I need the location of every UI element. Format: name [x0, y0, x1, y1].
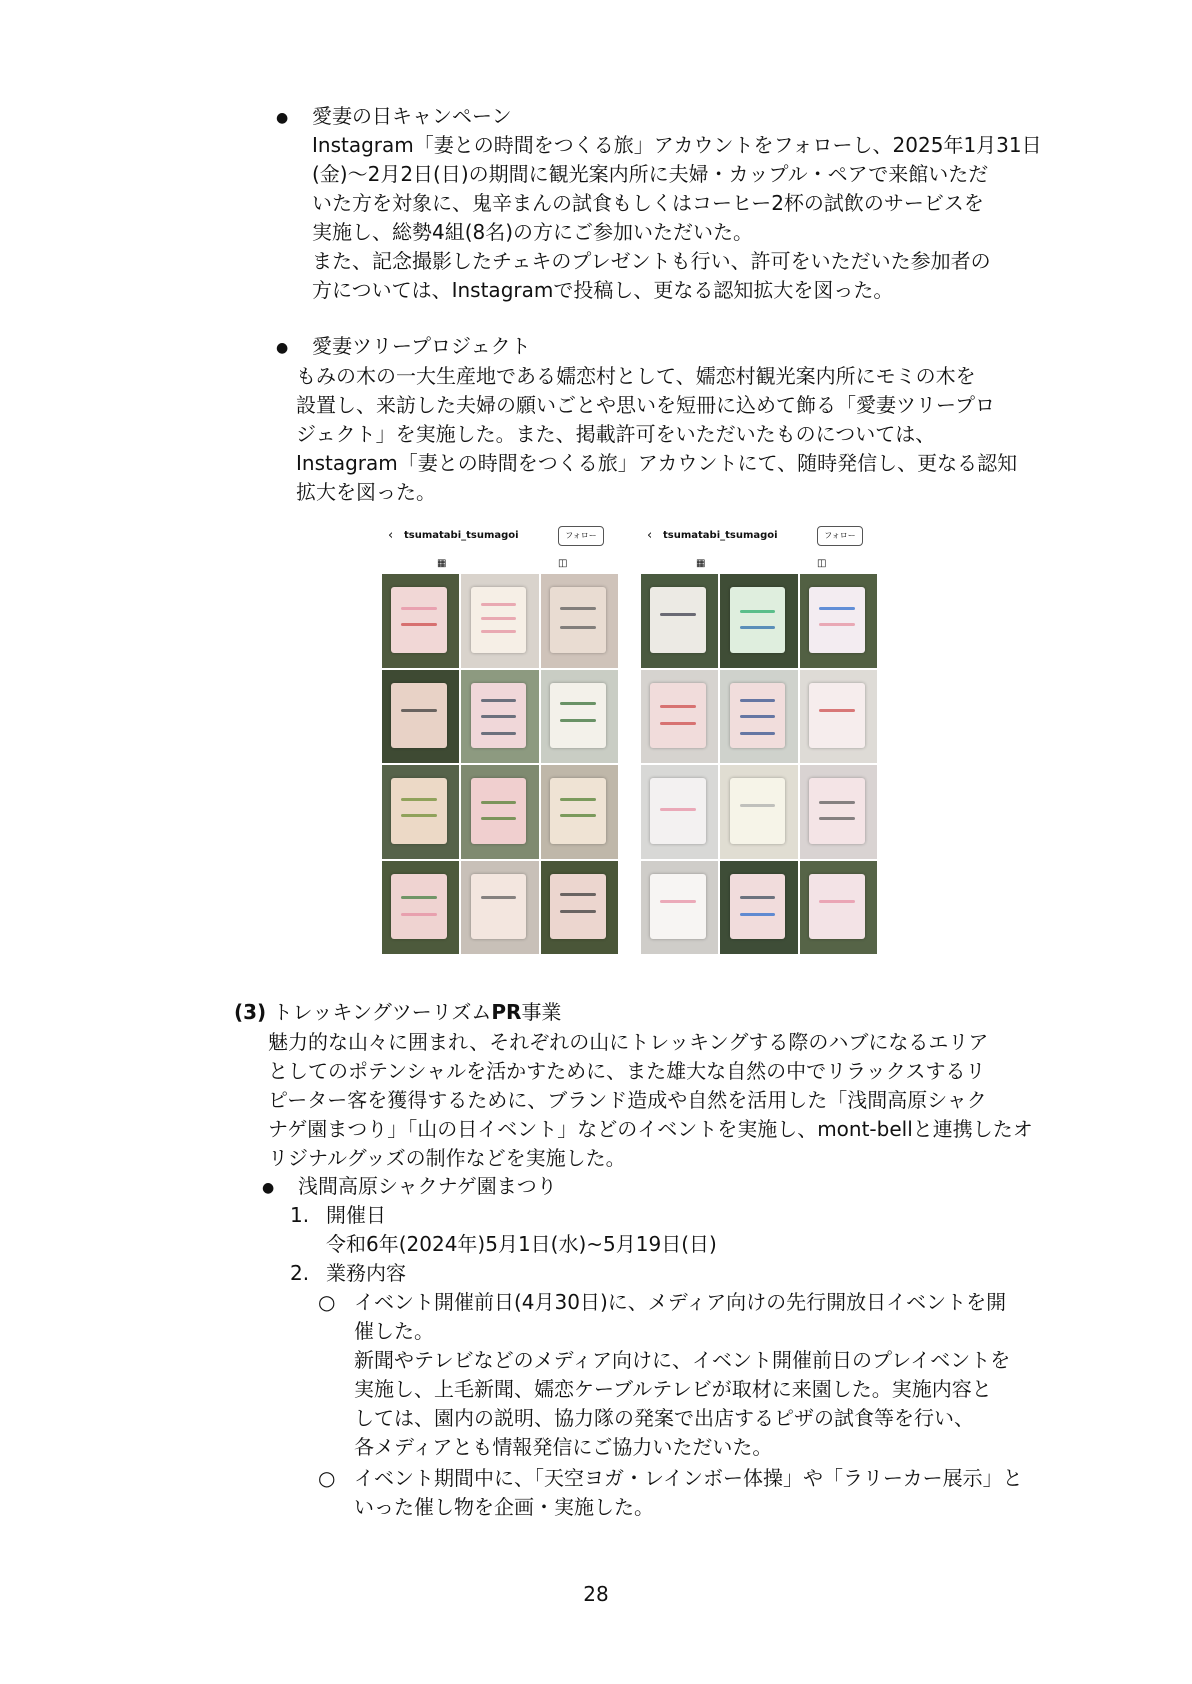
text-line: Instagram「妻との時間をつくる旅」アカウントをフォローし、2025年1月31日 [312, 133, 1042, 157]
text-line: 新聞やテレビなどのメディア向けに、イベント開催前日のプレイベントを [354, 1348, 1011, 1372]
sub-item-1 [354, 1288, 1010, 1462]
item1-value: 令和6年(2024年)5月1日(水)~5月19日(日) [326, 1232, 717, 1256]
text-line: 設置し、来訪した夫婦の願いごとや思いを短冊に込めて飾る「愛妻ツリープロ [296, 393, 995, 417]
wish-card-photo [541, 765, 618, 859]
profile-header [641, 524, 877, 552]
bullet-dot: ● [276, 340, 289, 356]
text-line: Instagram「妻との時間をつくる旅」アカウントにて、随時発信し、更なる認知 [296, 451, 1018, 475]
text-line: ピーター客を獲得するために、ブランド造成や自然を活用した「浅間高原シャク [268, 1088, 987, 1112]
campaign1-title: 愛妻の日キャンペーン [312, 104, 512, 128]
page-number: 28 [583, 1582, 609, 1606]
text-line: 方については、Instagramで投稿し、更なる認知拡大を図った。 [312, 278, 894, 302]
instagram-screenshot-left [382, 524, 618, 954]
circle-bullet: ○ [318, 1290, 336, 1314]
event-title: 浅間高原シャクナゲ園まつり [298, 1174, 557, 1198]
wish-card-photo [720, 861, 797, 955]
tagged-icon: ◫ [817, 558, 827, 569]
section-title-post: 事業 [521, 1000, 562, 1024]
text-line: としてのポテンシャルを活かすために、また雄大な自然の中でリラックスするリ [268, 1059, 986, 1083]
campaign2-body [296, 362, 1017, 507]
bullet-dot: ● [276, 110, 289, 126]
wish-card-photo [541, 861, 618, 955]
section-title-pre: トレッキングツーリズム [272, 1000, 492, 1024]
wish-card-photo [382, 861, 459, 955]
photo-grid [641, 574, 877, 954]
text-line: 実施し、上毛新聞、嬬恋ケーブルテレビが取材に来園した。実施内容と [354, 1377, 992, 1401]
wish-card-photo [541, 574, 618, 668]
bullet-dot: ● [262, 1180, 275, 1196]
text-line: リジナルグッズの制作などを実施した。 [268, 1146, 626, 1170]
text-line: いた方を対象に、鬼辛まんの試食もしくはコーヒー2杯の試飲のサービスを [312, 191, 984, 215]
grid-view-icon: ▦ [437, 558, 447, 569]
wish-card-photo [800, 574, 877, 668]
wish-card-photo [382, 765, 459, 859]
wish-card-photo [461, 574, 538, 668]
wish-card-photo [641, 765, 718, 859]
wish-card-photo [800, 861, 877, 955]
wish-card-photo [641, 670, 718, 764]
wish-card-photo [461, 670, 538, 764]
account-handle: tsumatabi_tsumagoi [663, 530, 778, 541]
text-line: しては、園内の説明、協力隊の発案で出店するピザの試食等を行い、 [354, 1406, 974, 1430]
wish-card-photo [382, 574, 459, 668]
text-line: (金)～2月2日(日)の期間に観光案内所に夫婦・カップル・ペアで来館いただ [312, 162, 989, 186]
back-arrow-icon: ‹ [388, 528, 394, 543]
section-number: (3) [234, 1000, 267, 1024]
text-line: もみの木の一大生産地である嬬恋村として、嬬恋村観光案内所にモミの木を [296, 364, 976, 388]
wish-card-photo [461, 765, 538, 859]
photo-grid [382, 574, 618, 954]
section-heading [234, 998, 561, 1027]
wish-card-photo [461, 861, 538, 955]
grid-view-icon: ▦ [696, 558, 706, 569]
sub-item-2 [354, 1464, 1023, 1522]
wish-card-photo [382, 670, 459, 764]
text-line: また、記念撮影したチェキのプレゼントも行い、許可をいただいた参加者の [312, 249, 991, 273]
section3-body [268, 1028, 1033, 1173]
text-line: 拡大を図った。 [296, 480, 436, 504]
instagram-screenshot-right [641, 524, 877, 954]
profile-header [382, 524, 618, 552]
text-line: ジェクト」を実施した。また、掲載許可をいただいたものについては、 [296, 422, 936, 446]
section-title-bold: PR [491, 1000, 522, 1024]
wish-card-photo [641, 574, 718, 668]
item1-title: 開催日 [326, 1203, 386, 1227]
wish-card-photo [720, 765, 797, 859]
campaign1-body [312, 131, 1042, 305]
wish-card-photo [720, 670, 797, 764]
text-line: いった催し物を企画・実施した。 [354, 1495, 654, 1519]
account-handle: tsumatabi_tsumagoi [404, 530, 519, 541]
text-line: 各メディアとも情報発信にご協力いただいた。 [354, 1435, 773, 1459]
text-line: イベント開催前日(4月30日)に、メディア向けの先行開放日イベントを開 [354, 1290, 1007, 1314]
wish-card-photo [800, 670, 877, 764]
follow-button: フォロー [817, 526, 863, 546]
text-line: 実施し、総勢4組(8名)の方にご参加いただいた。 [312, 220, 754, 244]
wish-card-photo [800, 765, 877, 859]
wish-card-photo [720, 574, 797, 668]
text-line: 催した。 [354, 1319, 434, 1343]
wish-card-photo [541, 670, 618, 764]
circle-bullet: ○ [318, 1466, 336, 1490]
tagged-icon: ◫ [558, 558, 568, 569]
item2-label: 2. [290, 1261, 310, 1285]
item1-label: 1. [290, 1203, 310, 1227]
campaign2-title: 愛妻ツリープロジェクト [312, 334, 531, 358]
wish-card-photo [641, 861, 718, 955]
follow-button: フォロー [558, 526, 604, 546]
item2-title: 業務内容 [326, 1261, 406, 1285]
back-arrow-icon: ‹ [647, 528, 653, 543]
text-line: 魅力的な山々に囲まれ、それぞれの山にトレッキングする際のハブになるエリア [268, 1030, 989, 1054]
text-line: ナゲ園まつり」「山の日イベント」などのイベントを実施し、mont-bellと連携したオ [268, 1117, 1033, 1141]
text-line: イベント期間中に、「天空ヨガ・レインボー体操」や「ラリーカー展示」と [354, 1466, 1023, 1490]
